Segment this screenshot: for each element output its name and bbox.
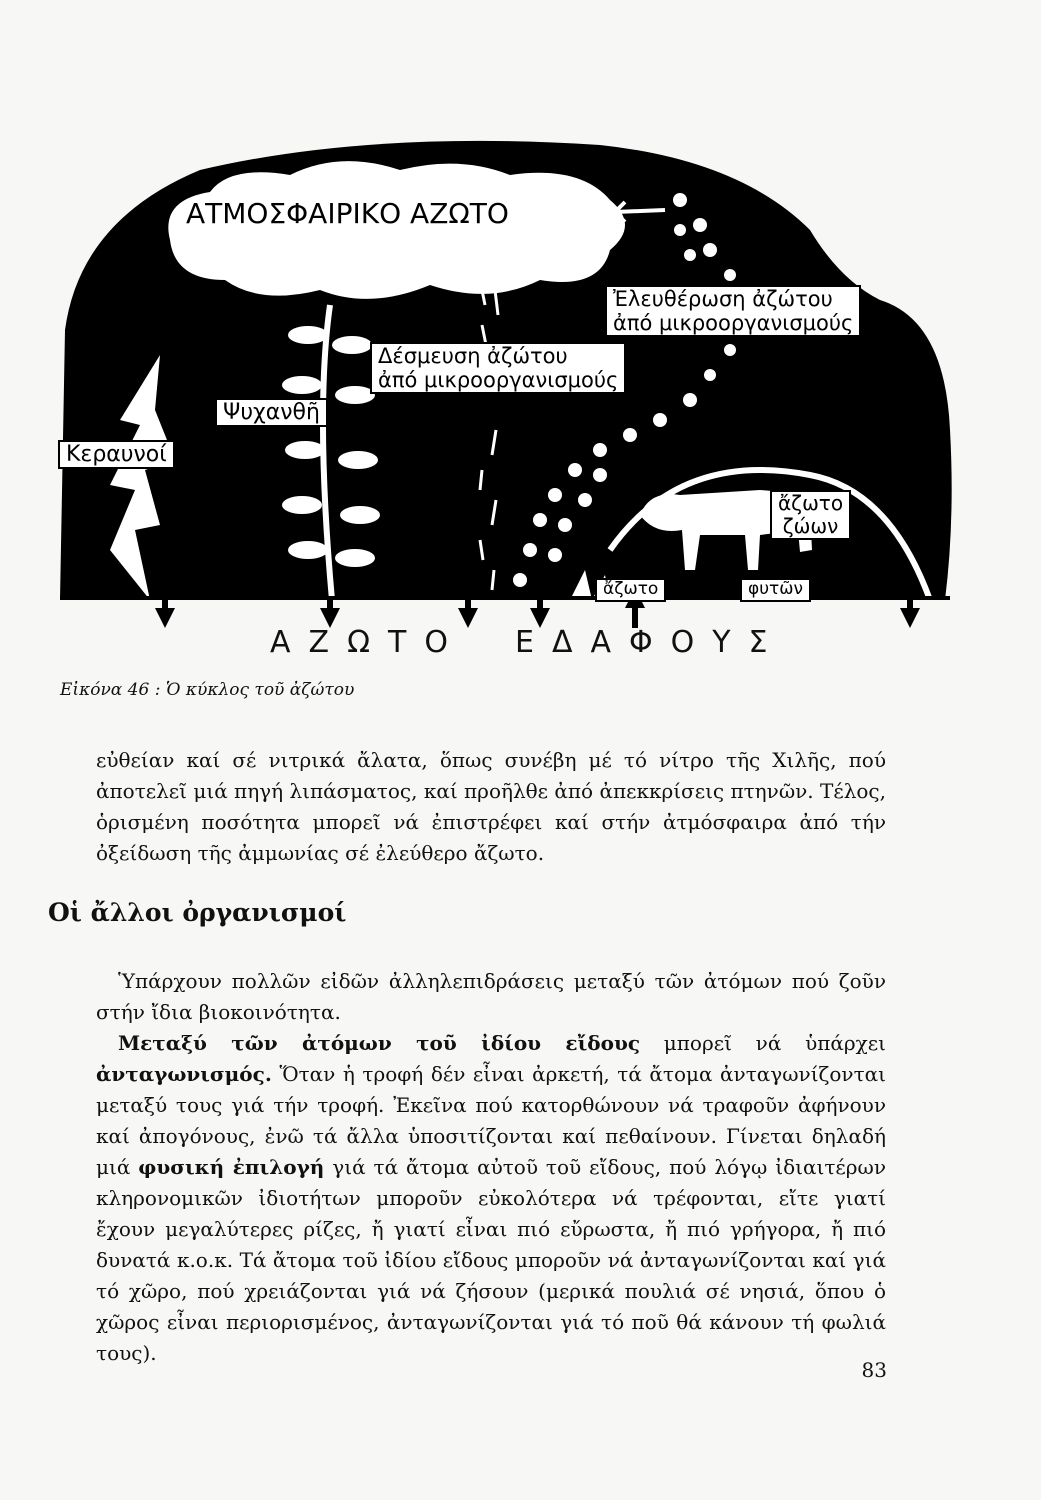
lightning-label: Κεραυνοί	[58, 440, 175, 469]
fixation-label-line1: Δέσμευση ἀζώτου	[378, 344, 568, 368]
bold-phrase-1: Μεταξύ τῶν ἀτόμων τοῦ ἰδίου εἴδους	[118, 1031, 640, 1055]
paragraph-3	[96, 1028, 886, 1369]
plant-nitrogen-label-2: φυτῶν	[740, 578, 811, 602]
bold-phrase-2: ἀνταγωνισμός.	[96, 1062, 272, 1086]
nitrogen-cycle-figure	[40, 130, 980, 690]
legumes-label: Ψυχανθῆ	[215, 398, 328, 427]
paragraph-3-text-3: γιά τά ἄτομα αὐτοῦ τοῦ εἴδους, πού λόγῳ ἰδιαιτέρων κληρονομικῶν ἰδιοτήτων μποροῦν εὐκολότερα νά τρέφονται, εἴτε γιατί ἔχουν μεγαλύτερες ρίζες, ἤ γιατί εἶναι πιό εὔρωστα, ἤ πιό γρήγορα, ἤ πιό δυνατά κ.ο.κ. Τά ἄτομα τοῦ ἰδίου εἴδους μποροῦν νά ἀνταγωνίζονται καί γιά τό χῶρο, πού χρειάζονται γιά νά ζήσουν (μερικά πουλιά σέ νησιά, ὅπου ὁ χῶρος εἶναι περιορισμένος, ἀνταγωνίζονται γιά τό ποῦ θά κάνουν τή φωλιά τους).	[96, 1155, 886, 1365]
release-label-line1: Ἐλευθέρωση ἀζώτου	[613, 287, 833, 311]
paragraph-2	[96, 966, 886, 1028]
animal-nitrogen-line2: ζώων	[782, 514, 839, 538]
release-label	[605, 285, 861, 337]
atmospheric-nitrogen-label: ΑΤΜΟΣΦΑΙΡΙΚΟ ΑΖΩΤΟ	[186, 197, 509, 230]
page-number: 83	[861, 1358, 887, 1382]
plant-nitrogen-label-1: ἄζωτο	[595, 578, 666, 602]
figure-caption: Εἰκόνα 46 : Ὁ κύκλος τοῦ ἀζώτου	[60, 680, 355, 700]
paragraph-1-text: εὐθείαν καί σέ νιτρικά ἄλατα, ὅπως συνέβη μέ τό νίτρο τῆς Χιλῆς, πού ἀποτελεῖ μιά πηγή λιπάσματος, καί προῆλθε ἀπό ἀπεκκρίσεις πτηνῶν. Τέλος, ὁρισμένη ποσότητα μπορεῖ νά ἐπιστρέφει καί στήν ἀτμόσφαιρα ἀπό τήν ὀξείδωση τῆς ἀμμωνίας σέ ἐλεύθερο ἄζωτο.	[96, 748, 886, 865]
soil-nitrogen-label-left: ΑΖΩΤΟ	[270, 625, 466, 660]
animal-nitrogen-line1: ἄζωτο	[778, 491, 844, 515]
bold-phrase-3: φυσική ἐπιλογή	[138, 1155, 325, 1179]
animal-nitrogen-label	[770, 490, 851, 540]
section-heading: Οἱ ἄλλοι ὀργανισμοί	[48, 898, 347, 927]
release-label-line2: ἀπό μικροοργανισμούς	[613, 311, 854, 336]
paragraph-1	[96, 745, 886, 869]
paragraph-2-text: Ὑπάρχουν πολλῶν εἰδῶν ἀλληλεπιδράσεις μεταξύ τῶν ἀτόμων πού ζοῦν στήν ἴδια βιοκοινότητα.	[96, 969, 886, 1024]
fixation-label-line2: ἀπό μικροοργανισμούς	[378, 368, 619, 393]
paragraph-3-text-1: μπορεῖ νά ὑπάρχει	[640, 1031, 886, 1055]
soil-nitrogen-label-right: ΕΔΑΦΟΥΣ	[515, 625, 786, 660]
fixation-label	[370, 342, 626, 394]
ground-line	[60, 596, 950, 600]
paragraph-3-text-2: Ὅταν ἡ τροφή δέν εἶναι ἀρκετή, τά ἄτομα ἀνταγωνίζονται μεταξύ τους γιά τήν τροφή. Ἐκεῖνα πού κατορθώνουν νά τραφοῦν ἀφήνουν καί ἀπογόνους, ἐνῶ τά ἄλλα ὑποσιτίζονται καί πεθαίνουν. Γίνεται δηλαδή μιά	[96, 1062, 886, 1179]
